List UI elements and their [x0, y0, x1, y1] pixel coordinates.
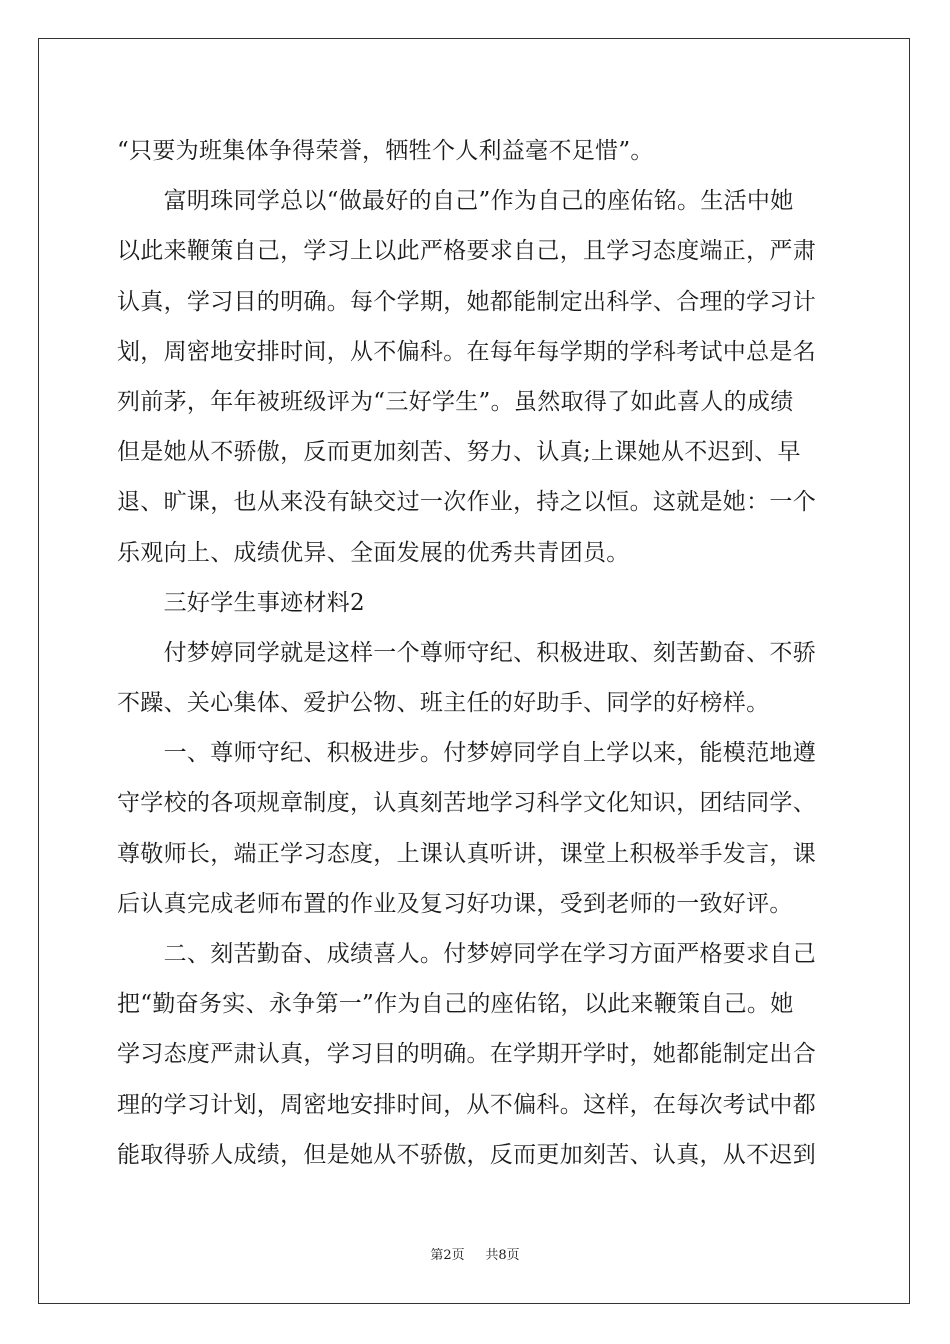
text-line: 退、旷课，也从来没有缺交过一次作业，持之以恒。这就是她：一个 — [117, 489, 816, 516]
text-line: “只要为班集体争得荣誉，牺牲个人利益毫不足惜”。 — [117, 138, 654, 164]
section-heading: 三好学生事迹材料2 — [117, 589, 365, 616]
text-line: 学习态度严肃认真，学习目的明确。在学期开学时，她都能制定出合 — [117, 1041, 816, 1068]
page-total: 共8页 — [485, 1248, 520, 1263]
text-line: 以此来鞭策自己，学习上以此严格要求自己，且学习态度端正，严肃 — [117, 238, 816, 265]
text-line: 把“勤奋务实、永争第一”作为自己的座佑铭，以此来鞭策自己。她 — [117, 991, 794, 1018]
text-line: 一、尊师守纪、积极进步。付梦婷同学自上学以来，能模范地遵 — [117, 740, 816, 767]
document-body — [117, 126, 833, 1180]
text-line: 不躁、关心集体、爱护公物、班主任的好助手、同学的好榜样。 — [117, 690, 770, 717]
text-line: 理的学习计划，周密地安排时间，从不偏科。这样，在每次考试中都 — [117, 1091, 816, 1118]
text-line: 列前茅，年年被班级评为“三好学生”。虽然取得了如此喜人的成绩 — [117, 388, 794, 415]
text-line: 二、刻苦勤奋、成绩喜人。付梦婷同学在学习方面严格要求自己 — [117, 941, 816, 967]
text-line: 能取得骄人成绩，但是她从不骄傲，反而更加刻苦、认真，从不迟到 — [117, 1141, 816, 1168]
text-line: 付梦婷同学就是这样一个尊师守纪、积极进取、刻苦勤奋、不骄 — [117, 639, 816, 666]
text-line: 乐观向上、成绩优异、全面发展的优秀共青团员。 — [117, 539, 630, 566]
page-footer — [0, 1244, 950, 1263]
page-number: 第2页 — [430, 1248, 465, 1263]
text-line: 守学校的各项规章制度，认真刻苦地学习科学文化知识，团结同学、 — [117, 790, 816, 817]
text-line: 尊敬师长，端正学习态度，上课认真听讲，课堂上积极举手发言，课 — [117, 840, 816, 867]
text-line: 划，周密地安排时间，从不偏科。在每年每学期的学科考试中总是名 — [117, 338, 816, 365]
text-line: 富明珠同学总以“做最好的自己”作为自己的座佑铭。生活中她 — [117, 188, 794, 215]
text-line: 但是她从不骄傲，反而更加刻苦、努力、认真;上课她从不迟到、早 — [117, 439, 801, 466]
text-line: 后认真完成老师布置的作业及复习好功课，受到老师的一致好评。 — [117, 890, 793, 917]
text-line: 认真，学习目的明确。每个学期，她都能制定出科学、合理的学习计 — [117, 288, 816, 315]
